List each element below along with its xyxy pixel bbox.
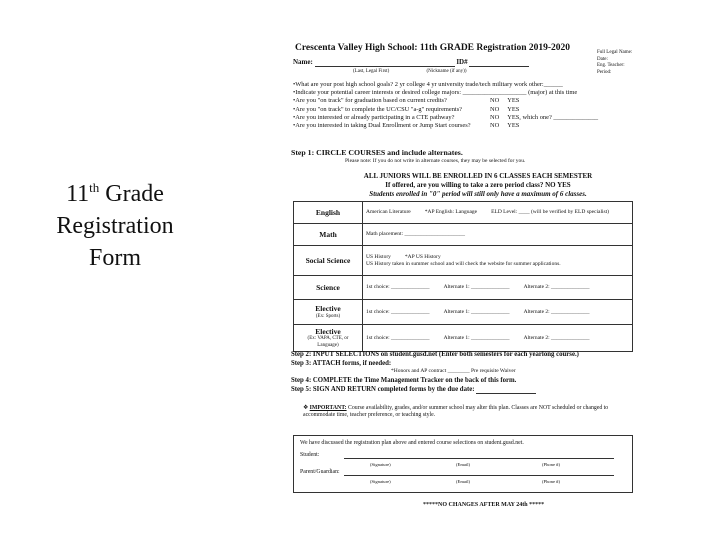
slide-title	[40, 172, 190, 274]
table-row	[294, 224, 633, 246]
question-item	[293, 114, 633, 122]
question-item	[293, 89, 633, 97]
caption-email: (Email)	[456, 479, 471, 484]
signature-intro: We have discussed the registration plan above and entered course selections on student.gusd.net.	[300, 440, 524, 446]
course-option: 1st choice: ______________	[366, 334, 430, 341]
subject-label: Elective	[315, 304, 341, 314]
question-list	[293, 81, 633, 130]
juniors-line-2: If offered, are you willing to take a zero period class? NO YES	[385, 181, 571, 190]
course-option: American Literature	[366, 209, 411, 216]
caption-phone: (Phone #)	[542, 479, 560, 484]
table-row	[294, 202, 633, 224]
option-yes: YES	[507, 105, 520, 113]
important-label: IMPORTANT:	[309, 405, 347, 411]
due-date-line	[476, 387, 536, 394]
step1-note: Please note: If you do not write in alternate courses, they may be selected for you.	[345, 158, 526, 164]
title-registration: Registration	[56, 213, 174, 239]
options-cell	[363, 300, 633, 325]
step2: Step 2: INPUT SELECTIONS on student.gusd.net (Enter both semesters for each yearlong course.)	[291, 351, 579, 358]
option-no: NO	[490, 105, 500, 113]
course-option: US History taken in summer school and will check the website for summer applications.	[366, 260, 561, 267]
name-sublabels	[353, 69, 502, 75]
step3: Step 3: ATTACH forms, if needed:	[291, 360, 392, 368]
course-option: *AP US History	[404, 253, 441, 260]
course-option: *AP English: Language	[424, 209, 478, 216]
table-row	[294, 246, 633, 276]
options-cell	[363, 246, 633, 276]
meta-period: Period:	[597, 69, 612, 75]
no-changes-footer: *****NO CHANGES AFTER MAY 24th *****	[423, 502, 545, 508]
table-row	[294, 276, 633, 300]
meta-legal-name: Full Legal Name:	[597, 50, 633, 55]
parent-captions	[370, 479, 628, 485]
option-no: NO	[490, 113, 500, 121]
form-header: Crescenta Valley High School: 11th GRADE Registration 2019-2020	[295, 43, 571, 53]
parent-line	[344, 469, 614, 476]
course-table	[293, 201, 633, 352]
juniors-line-3: Students enrolled in "0" period will still only have a maximum of 6 classes.	[369, 190, 587, 199]
student-label: Student:	[300, 452, 320, 458]
caption-email: (Email)	[456, 462, 471, 467]
student-captions	[370, 462, 628, 468]
course-option: Math placement: ______________________	[366, 231, 465, 238]
name-row	[293, 58, 623, 67]
question-item	[293, 81, 633, 89]
caption-signature: (Signature)	[370, 479, 391, 484]
options-cell	[363, 202, 633, 224]
diamond-bullet-icon: ❖	[303, 405, 309, 411]
course-option: 1st choice: ______________	[366, 308, 430, 315]
subject-label: Science	[316, 282, 340, 292]
title-form: Form	[88, 245, 141, 271]
option-yes: YES	[507, 97, 520, 105]
course-option: Alternate 1: ______________	[443, 334, 510, 341]
name-label: Name:	[293, 58, 313, 66]
title-grade: Grade	[99, 181, 164, 207]
sublabel-last-first: (Last, Legal First)	[353, 69, 390, 74]
meta-date: Date:	[597, 56, 608, 62]
course-option: ELD Level: ____ (will be verified by ELD specialist)	[491, 209, 610, 216]
question-item	[293, 122, 633, 130]
sublabel-nickname: (Nickname (if any))	[426, 69, 467, 74]
student-line	[344, 452, 614, 459]
question-text: •Are you "on track" for graduation based on current credits?	[293, 97, 447, 105]
subject-cell	[294, 246, 363, 276]
subject-cell	[294, 224, 363, 246]
caption-signature: (Signature)	[370, 462, 391, 467]
steps-list	[291, 350, 641, 394]
course-option: Alternate 2: ______________	[523, 308, 590, 315]
parent-label: Parent/Guardian:	[300, 469, 340, 475]
course-option: Alternate 1: ______________	[443, 308, 510, 315]
signature-box	[293, 435, 633, 493]
course-option: Alternate 2: ______________	[523, 334, 590, 341]
step1-heading: Step 1: CIRCLE COURSES and include alternates.	[291, 148, 463, 157]
juniors-line-1: ALL JUNIORS WILL BE ENROLLED IN 6 CLASSES EACH SEMESTER	[363, 172, 593, 180]
options-cell	[363, 224, 633, 246]
option-no: NO	[490, 121, 500, 129]
table-row	[294, 300, 633, 325]
question-item	[293, 106, 633, 114]
meta-teacher: Eng. Teacher:	[597, 63, 625, 68]
title-number: 11	[66, 181, 90, 207]
step4: Step 4: COMPLETE the Time Management Tracker on the back of this form.	[291, 376, 517, 384]
id-label: ID#	[456, 58, 468, 66]
course-option: 1st choice: ______________	[366, 284, 430, 291]
table-row	[294, 325, 633, 352]
parent-signature-row	[300, 469, 624, 476]
options-cell	[363, 325, 633, 352]
options-cell	[363, 276, 633, 300]
subject-label: English	[315, 207, 341, 217]
id-line	[469, 59, 529, 67]
option-no: NO	[490, 97, 500, 105]
subject-label: Social Science	[305, 255, 351, 265]
question-item	[293, 97, 633, 105]
subject-note: (Ex: VAPA, CTE, or Language)	[307, 336, 349, 348]
step5: Step 5: SIGN AND RETURN completed forms by the due date:	[291, 385, 475, 393]
question-text: •What are your post high school goals? 2 yr college 4 yr university trade/tech military work other:______	[293, 81, 563, 88]
question-text: •Are you interested in taking Dual Enrollment or Jump Start courses?	[293, 121, 471, 129]
subject-label: Elective	[315, 327, 341, 337]
name-line	[315, 59, 455, 67]
subject-note: (Ex: Sports)	[315, 313, 341, 319]
attach-options: *Honors and AP contract ________ Pre requisite Waiver	[391, 368, 516, 375]
subject-cell	[294, 325, 363, 352]
course-option: Alternate 1: ______________	[443, 284, 510, 291]
registration-form-image	[283, 40, 643, 515]
student-signature-row	[300, 452, 624, 459]
option-yes: YES, which one? ______________	[507, 113, 599, 121]
option-yes: YES	[507, 121, 520, 129]
question-text: •Are you interested or already participating in a CTE pathway?	[293, 113, 455, 121]
question-text: •Are you "on track" to complete the UC/CSU "a-g" requirements?	[293, 105, 463, 113]
caption-phone: (Phone #)	[542, 462, 560, 467]
course-option: Alternate 2: ______________	[523, 284, 590, 291]
course-option: US History	[366, 253, 391, 260]
subject-cell	[294, 300, 363, 325]
question-text: •Indicate your potential career interests or desired college majors: ____________________ (major) at this time	[293, 89, 578, 97]
important-text: Course availability, grades, and/or summer school may alter this plan. Classes are NOT scheduled or changed to accommodate time, teacher preference, or teaching style.	[303, 405, 609, 419]
subject-label: Math	[319, 229, 337, 239]
subject-cell	[294, 202, 363, 224]
important-note	[303, 405, 623, 419]
title-superscript: th	[89, 180, 100, 195]
subject-cell	[294, 276, 363, 300]
juniors-notice	[353, 172, 603, 199]
